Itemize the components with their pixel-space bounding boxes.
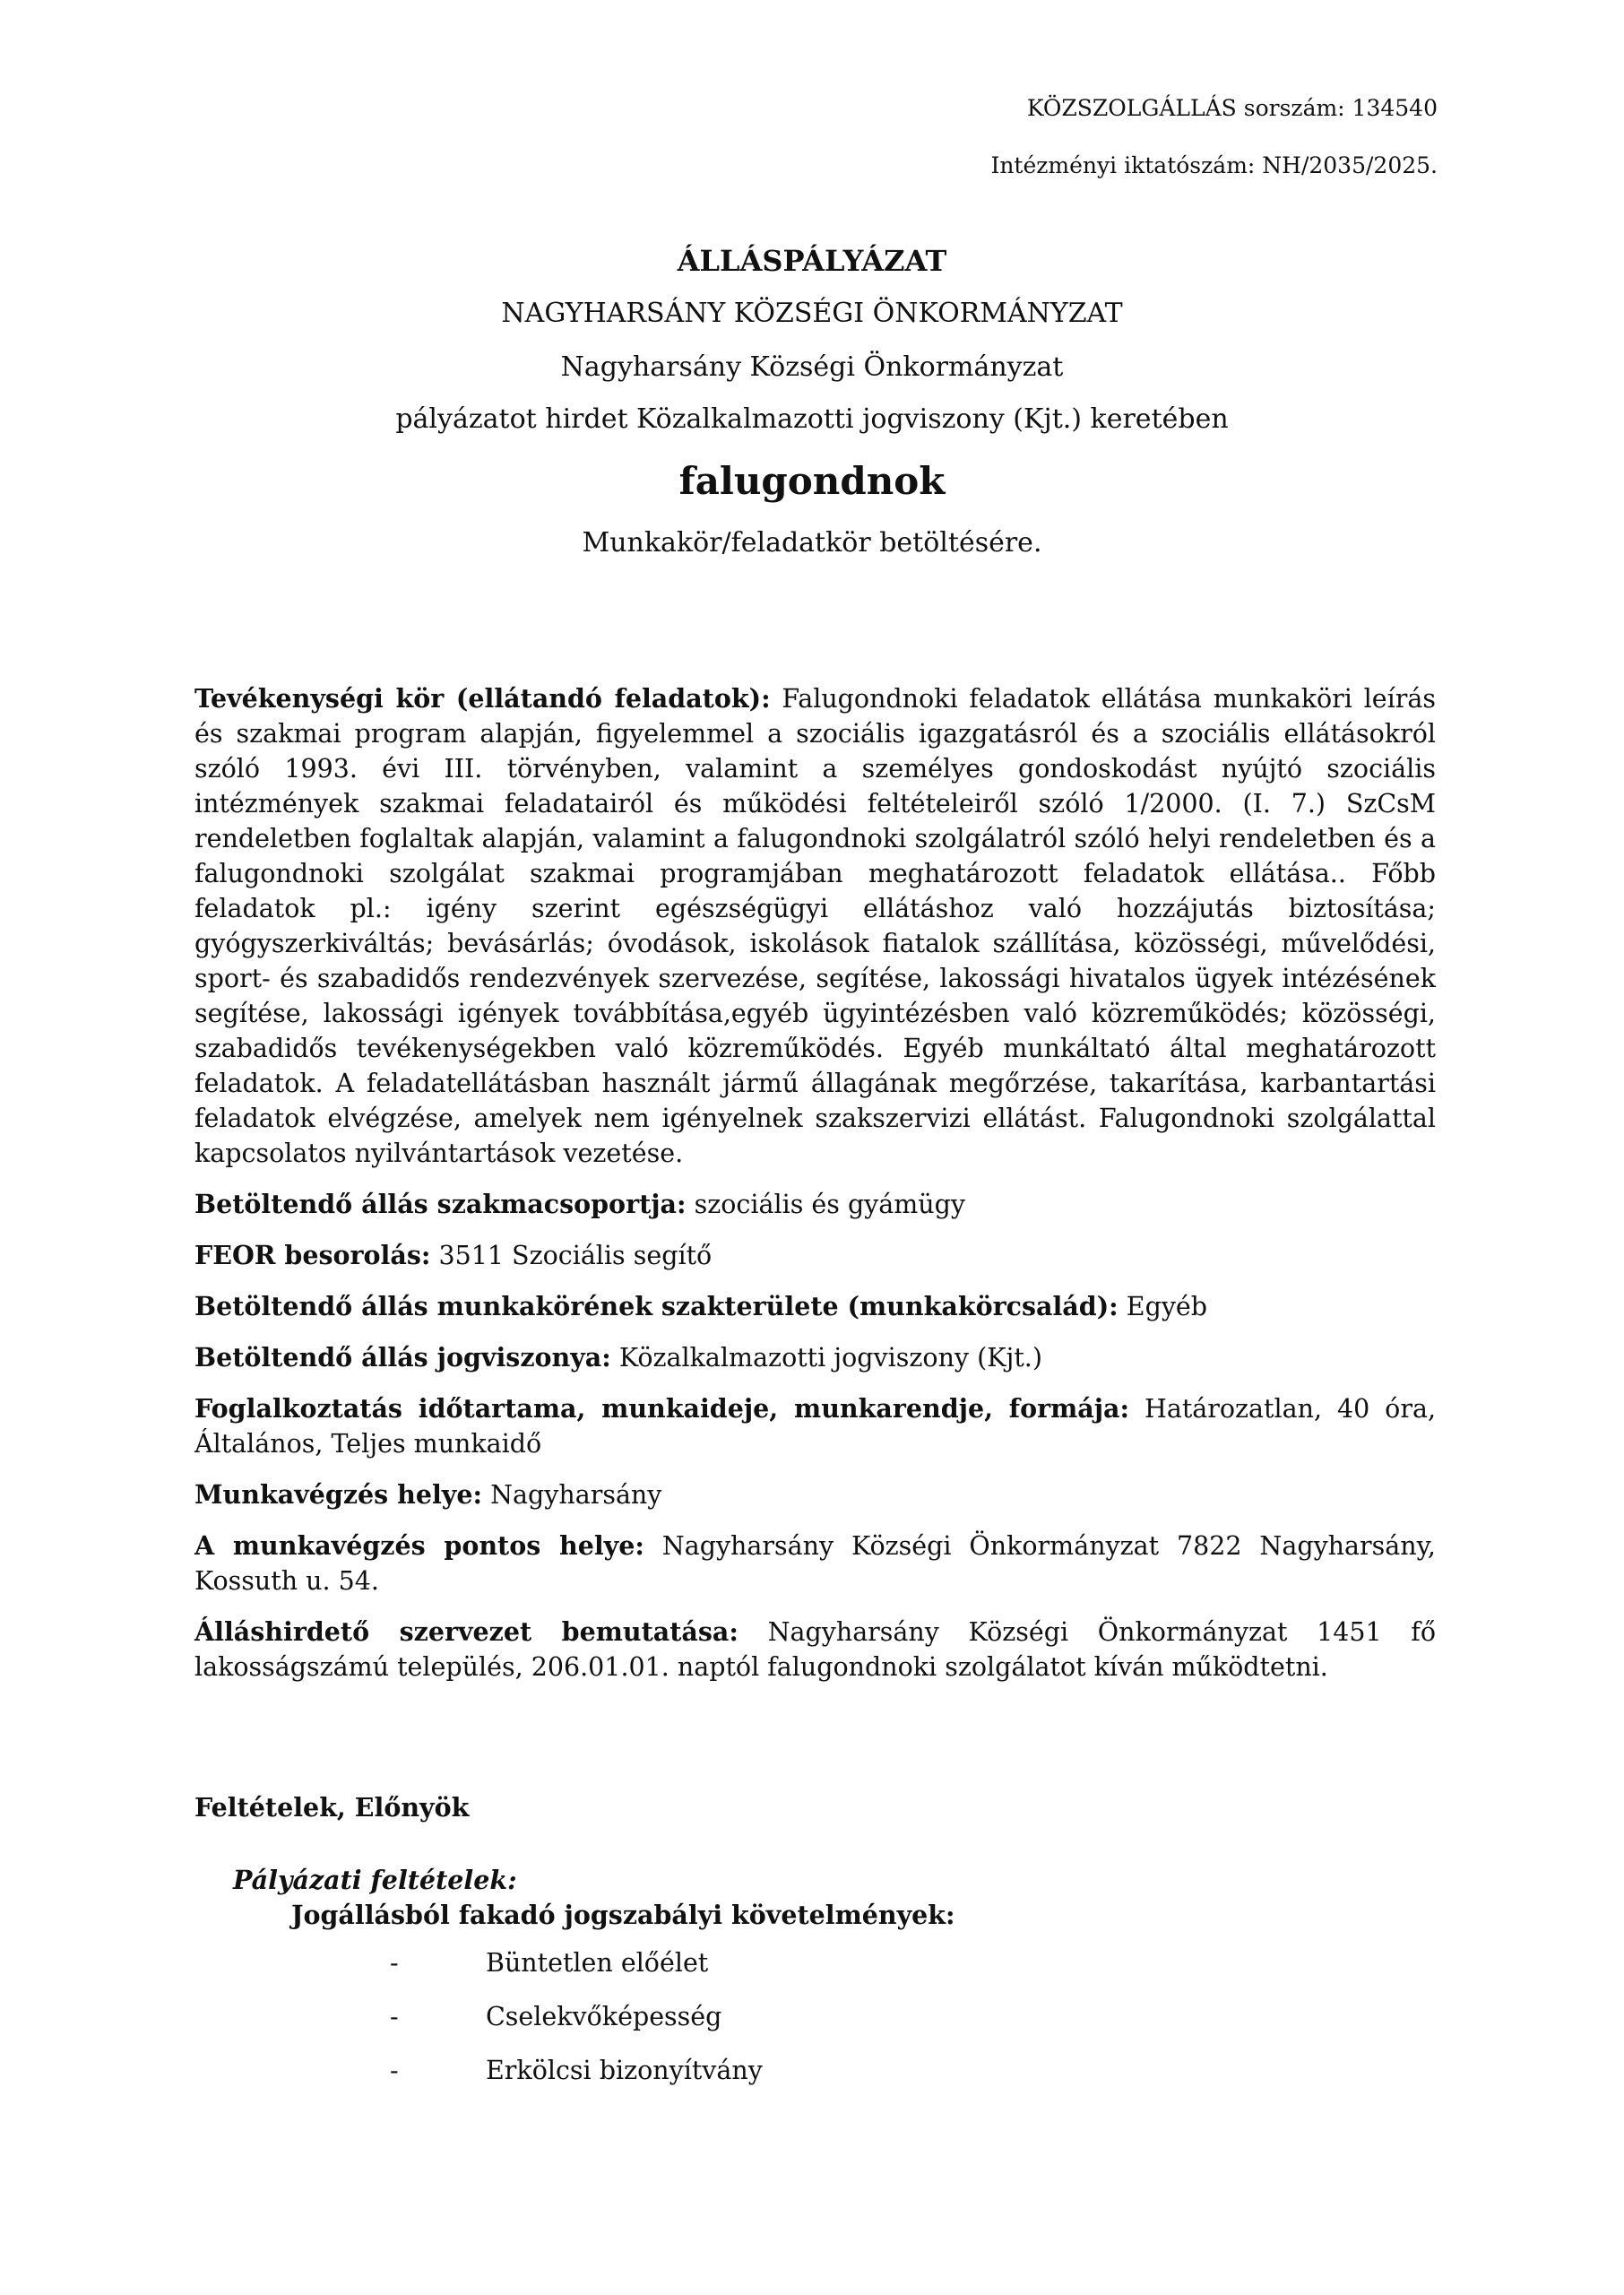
field-workplace: [194, 1477, 1436, 1512]
position-title: falugondnok: [678, 459, 946, 503]
field-value: Közalkalmazotti jogviszony (Kjt.): [610, 1343, 1042, 1373]
field-label: Betöltendő állás szakmacsoportja:: [194, 1189, 687, 1219]
field-value: Egyéb: [1118, 1292, 1208, 1321]
field-working-time: [194, 1391, 1436, 1461]
field-label: Foglalkoztatás időtartama, munkaideje, munkarendje, formája:: [194, 1393, 1130, 1424]
field-label: Álláshirdető szervezet bemutatása:: [194, 1616, 739, 1647]
field-employment-type: [194, 1340, 1436, 1375]
field-value: Nagyharsány Községi Önkormányzat 1451 fő lakosságszámú település, 206.01.01. naptól falugondnoki szolgálatot kíván működtetni.: [194, 1617, 1437, 1682]
list-item: [194, 1945, 1436, 1999]
organization-name: Nagyharsány Községi Önkormányzat: [560, 351, 1064, 383]
list-item-text: Erkölcsi bizonyítvány: [486, 2056, 763, 2085]
requirements-list: [194, 1945, 1436, 2107]
field-organization-intro: [194, 1615, 1436, 1684]
list-item-text: Büntetlen előélet: [486, 1948, 709, 1978]
field-profession-group: [194, 1187, 1436, 1222]
field-value: Falugondnoki feladatok ellátása munkaköri leírás és szakmai program alapján, figyelemmel a szociális igazgatásról és a szociális ellátásokról szóló 1993. évi III. törvényben, valamint a személyes gondoskodást nyújtó szociális intézmények szakmai feladatairól és működési feltételeiről szóló 1/2000. (I. 7.) SzCsM rendeletben foglaltak alapján, valamint a falugondnoki szolgálatról szóló helyi rendeletben és a falugondnoki szolgálat szakmai programjában meghatározott feladatok ellátása.. Főbb feladatok pl.: igény szerint egészségügyi ellátáshoz való hozzájutás biztosítása; gyógyszerkiváltás; bevásárlás; óvodások, iskolások fiatalok szállítása, közösségi, művelődési, sport- és szabadidős rendezvények szervezése, segítése, lakossági hivatalos ügyek intézésének segítése, lakossági igények továbbítása,egyéb ügyintézésben való közreműködés; közösségi, szabadidős tevékenységekben való közreműködés. Egyéb munkáltató által meghatározott feladatok. A feladatellátásban használt jármű állagának megőrzése, takarítása, karbantartási feladatok elvégzése, amelyek nem igényelnek szakszervizi ellátást. Falugondnoki szolgálattal kapcsolatos nyilvántartások vezetése.: [194, 684, 1436, 1168]
field-label: FEOR besorolás:: [194, 1240, 431, 1270]
document-heading: ÁLLÁSPÁLYÁZAT: [677, 244, 947, 278]
organization-upper: NAGYHARSÁNY KÖZSÉGI ÖNKORMÁNYZAT: [501, 298, 1123, 329]
field-label: Betöltendő állás jogviszonya:: [194, 1342, 611, 1373]
position-subtitle: Munkakör/feladatkör betöltésére.: [582, 527, 1042, 559]
field-label: Tevékenységi kör (ellátandó feladatok):: [194, 683, 771, 714]
announcement: pályázatot hirdet Közalkalmazotti jogviszony (Kjt.) keretében: [395, 403, 1229, 435]
legal-requirements-title: Jogállásból fakadó jogszabályi követelmények:: [291, 1900, 955, 1930]
document-body: [194, 681, 1436, 2107]
list-dash: -: [390, 2056, 399, 2085]
field-value: Nagyharsány Községi Önkormányzat 7822 Nagyharsány, Kossuth u. 54.: [194, 1531, 1436, 1596]
list-item: [194, 1999, 1436, 2053]
field-label: Betöltendő állás munkakörének szakterülete (munkakörcsalád):: [194, 1291, 1119, 1321]
ref-number: KÖZSZOLGÁLLÁS sorszám: 134540: [1026, 95, 1438, 121]
list-item: [194, 2053, 1436, 2107]
field-job-family: [194, 1289, 1436, 1324]
list-item-text: Cselekvőképesség: [486, 2002, 722, 2031]
list-dash: -: [390, 2002, 399, 2031]
field-exact-workplace: [194, 1529, 1436, 1598]
field-value: Nagyharsány: [482, 1480, 662, 1510]
application-conditions-title: Pályázati feltételek:: [233, 1865, 517, 1895]
filing-number: Intézményi iktatószám: NH/2035/2025.: [990, 152, 1438, 178]
list-dash: -: [390, 1948, 399, 1978]
field-label: A munkavégzés pontos helye:: [194, 1530, 644, 1561]
field-feor: [194, 1238, 1436, 1273]
field-label: Munkavégzés helye:: [194, 1479, 483, 1510]
field-value: szociális és gyámügy: [686, 1190, 966, 1219]
field-activity: [194, 681, 1436, 1171]
field-value: 3511 Szociális segítő: [430, 1241, 713, 1270]
field-value: Határozatlan, 40 óra, Általános, Teljes munkaidő: [194, 1394, 1436, 1459]
conditions-section-title: Feltételek, Előnyök: [194, 1792, 470, 1823]
